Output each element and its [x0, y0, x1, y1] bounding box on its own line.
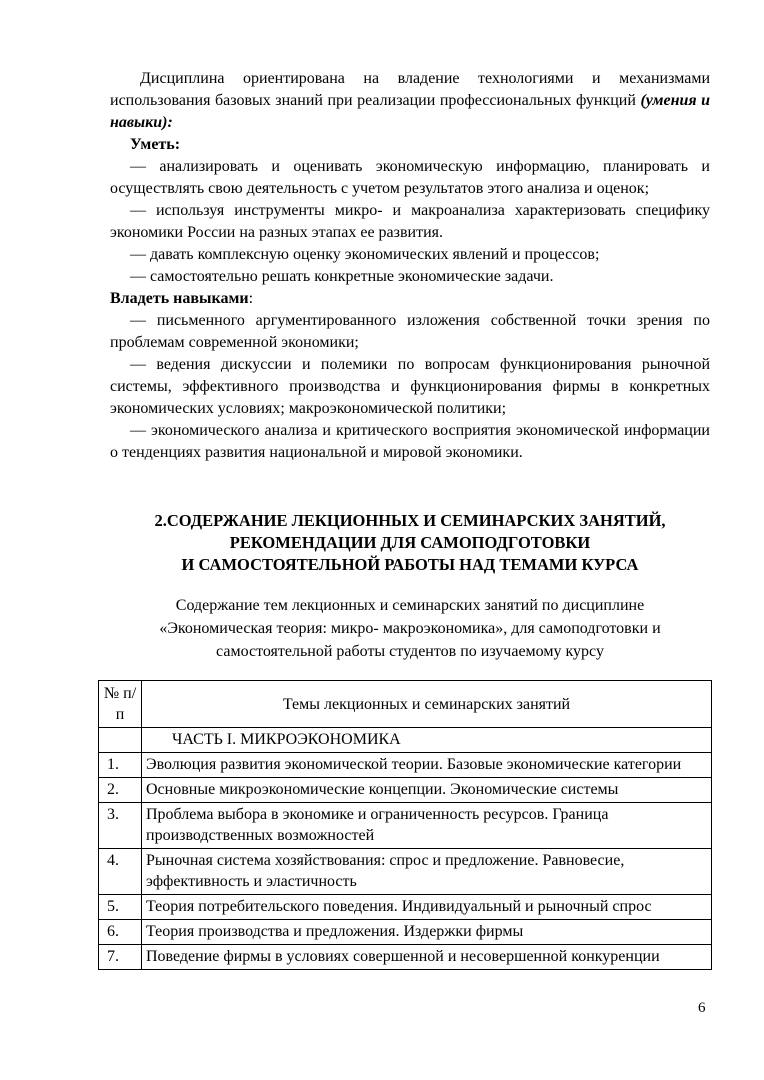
table-caption-line-1: Содержание тем лекционных и семинарских занятий по дисциплине: [175, 597, 645, 614]
umet-item-4: — самостоятельно решать конкретные экономические задачи.: [130, 268, 554, 285]
vladet-title: Владеть навыками: [110, 290, 249, 307]
vladet-item-3: — экономического анализа и критического восприятия экономической информации о тенденциях развития национальной и мировой экономики.: [110, 422, 710, 461]
table-row: [99, 920, 712, 945]
part-title: ЧАСТЬ I. МИКРОЭКОНОМИКА: [142, 728, 712, 753]
table-row: [99, 803, 712, 849]
section-heading-line-2: РЕКОМЕНДАЦИИ ДЛЯ САМОПОДГОТОВКИ: [229, 533, 591, 552]
row-topic: Теория производства и предложения. Издержки фирмы: [142, 920, 712, 945]
umet-item-2: — используя инструменты микро- и макроанализа характеризовать специфику экономики России на разных этапах ее развития.: [110, 202, 710, 241]
table-row: [99, 753, 712, 778]
intro-text: Дисциплина ориентирована на владение технологиями и механизмами использования базовых знаний при реализации профессиональных функций: [110, 70, 710, 109]
page-body: [110, 68, 710, 663]
topics-table: [98, 680, 712, 970]
umet-title: Уметь:: [130, 136, 181, 153]
table-row: [99, 849, 712, 895]
table-part-row: [99, 728, 712, 753]
intro-skills-label: (умения и навыки: [110, 92, 711, 131]
vladet-item-2: — ведения дискуссии и полемики по вопросам функционирования рыночной системы, эффективного производства и функционирования фирмы в конкретных экономических условиях; макроэкономической политики;: [110, 356, 710, 417]
table-row: [99, 895, 712, 920]
umet-item-1: — анализировать и оценивать экономическую информацию, планировать и осуществлять свою деятельность с учетом результатов этого анализа и оценок;: [110, 158, 710, 197]
header-topics: Темы лекционных и семинарских занятий: [142, 681, 712, 728]
vladet-item-1: — письменного аргументированного изложения собственной точки зрения по проблемам современной экономики;: [110, 312, 710, 351]
umet-item-3: — давать комплексную оценку экономических явлений и процессов;: [130, 246, 600, 263]
row-number: 6.: [99, 920, 142, 945]
header-number: № п/п: [99, 681, 142, 728]
row-number: 1.: [99, 753, 142, 778]
row-topic: Поведение фирмы в условиях совершенной и несовершенной конкуренции: [142, 945, 712, 970]
row-number: 4.: [99, 849, 142, 895]
section-heading-line-3: И САМОСТОЯТЕЛЬНОЙ РАБОТЫ НАД ТЕМАМИ КУРСА: [181, 555, 639, 574]
table-row: [99, 778, 712, 803]
row-topic: Основные микроэкономические концепции. Экономические системы: [142, 778, 712, 803]
intro-paragraph: [110, 68, 710, 134]
row-number: 2.: [99, 778, 142, 803]
part-number-cell: [99, 728, 142, 753]
table-caption-line-3: самостоятельной работы студентов по изучаемому курсу: [216, 643, 604, 660]
intro-skills-close: ):: [162, 114, 173, 131]
section-heading: [110, 510, 710, 576]
row-topic: Проблема выбора в экономике и ограниченность ресурсов. Граница производственных возможностей: [142, 803, 712, 849]
page-number: 6: [698, 1000, 706, 1016]
vladet-title-line: [110, 288, 710, 310]
section-heading-line-1: 2.СОДЕРЖАНИЕ ЛЕКЦИОННЫХ И СЕМИНАРСКИХ ЗАНЯТИЙ,: [154, 511, 666, 530]
table-header-row: [99, 681, 712, 728]
row-number: 5.: [99, 895, 142, 920]
row-topic: Теория потребительского поведения. Индивидуальный и рыночный спрос: [142, 895, 712, 920]
table-row: [99, 945, 712, 970]
row-topic: Эволюция развития экономической теории. Базовые экономические категории: [142, 753, 712, 778]
row-number: 3.: [99, 803, 142, 849]
row-topic: Рыночная система хозяйствования: спрос и предложение. Равновесие, эффективность и эластичность: [142, 849, 712, 895]
vladet-colon: :: [248, 290, 254, 307]
row-number: 7.: [99, 945, 142, 970]
table-caption-line-2: «Экономическая теория: микро- макроэкономика», для самоподготовки и: [159, 620, 661, 637]
table-caption: [110, 594, 710, 663]
